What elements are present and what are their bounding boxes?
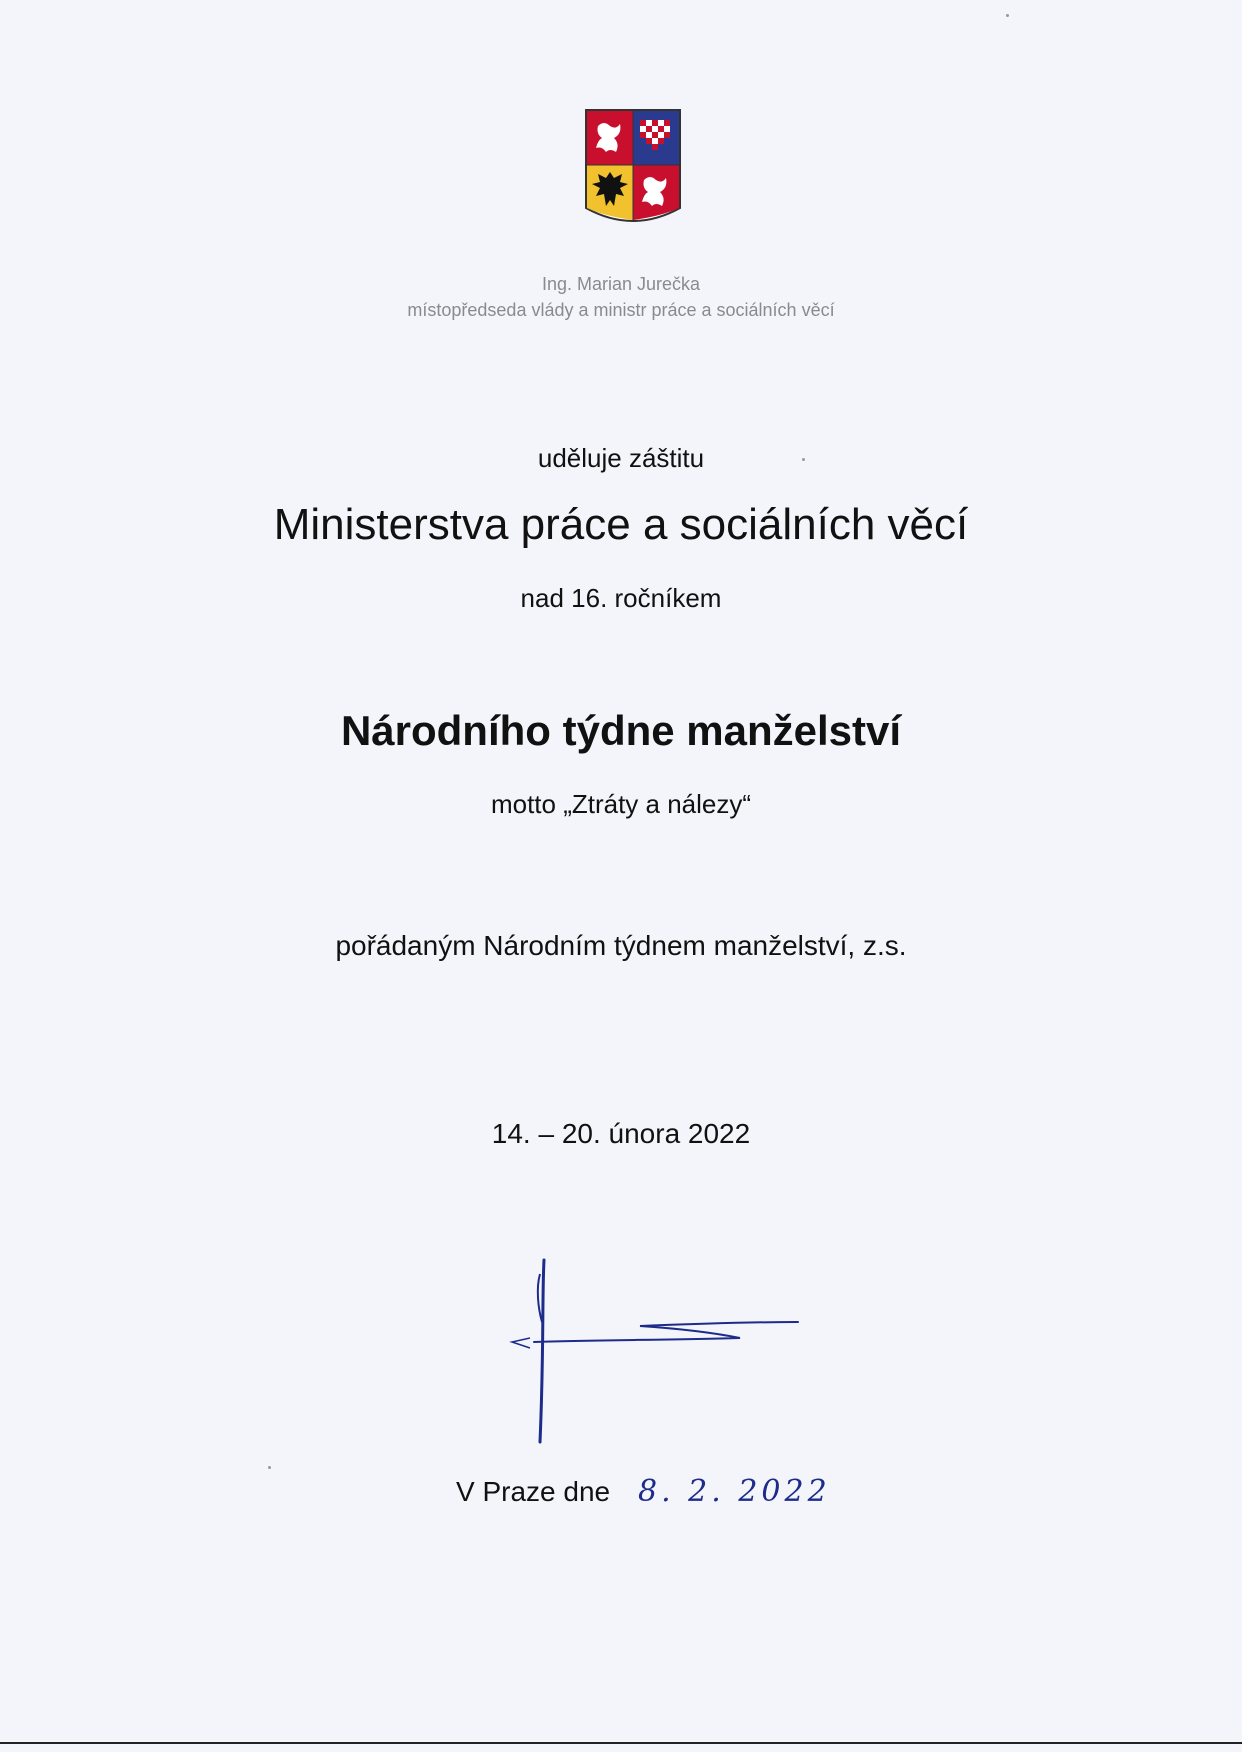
official-role: místopředseda vlády a ministr práce a sociálních věcí xyxy=(407,300,835,320)
scan-speck xyxy=(1006,14,1009,17)
event-title: Národního týdne manželství xyxy=(340,707,902,754)
signature xyxy=(500,1258,810,1444)
event-dates: 14. – 20. února 2022 xyxy=(491,1118,751,1149)
scan-speck xyxy=(802,458,805,461)
edition-text: nad 16. ročníkem xyxy=(520,583,722,613)
scan-speck xyxy=(268,1466,271,1469)
coat-of-arms-icon xyxy=(584,108,682,226)
motto-text: motto „Ztráty a nálezy“ xyxy=(490,789,752,819)
organizer-text: pořádaným Národním týdnem manželství, z.s. xyxy=(335,930,907,961)
scan-edge-line xyxy=(0,1742,1242,1744)
ministry-title: Ministerstva práce a sociálních věcí xyxy=(273,500,969,549)
handwritten-date: 8. 2. 2022 xyxy=(638,1474,831,1509)
grants-text: uděluje záštitu xyxy=(537,443,705,473)
place-label: V Praze dne xyxy=(456,1476,611,1507)
official-name: Ing. Marian Jurečka xyxy=(541,274,701,294)
